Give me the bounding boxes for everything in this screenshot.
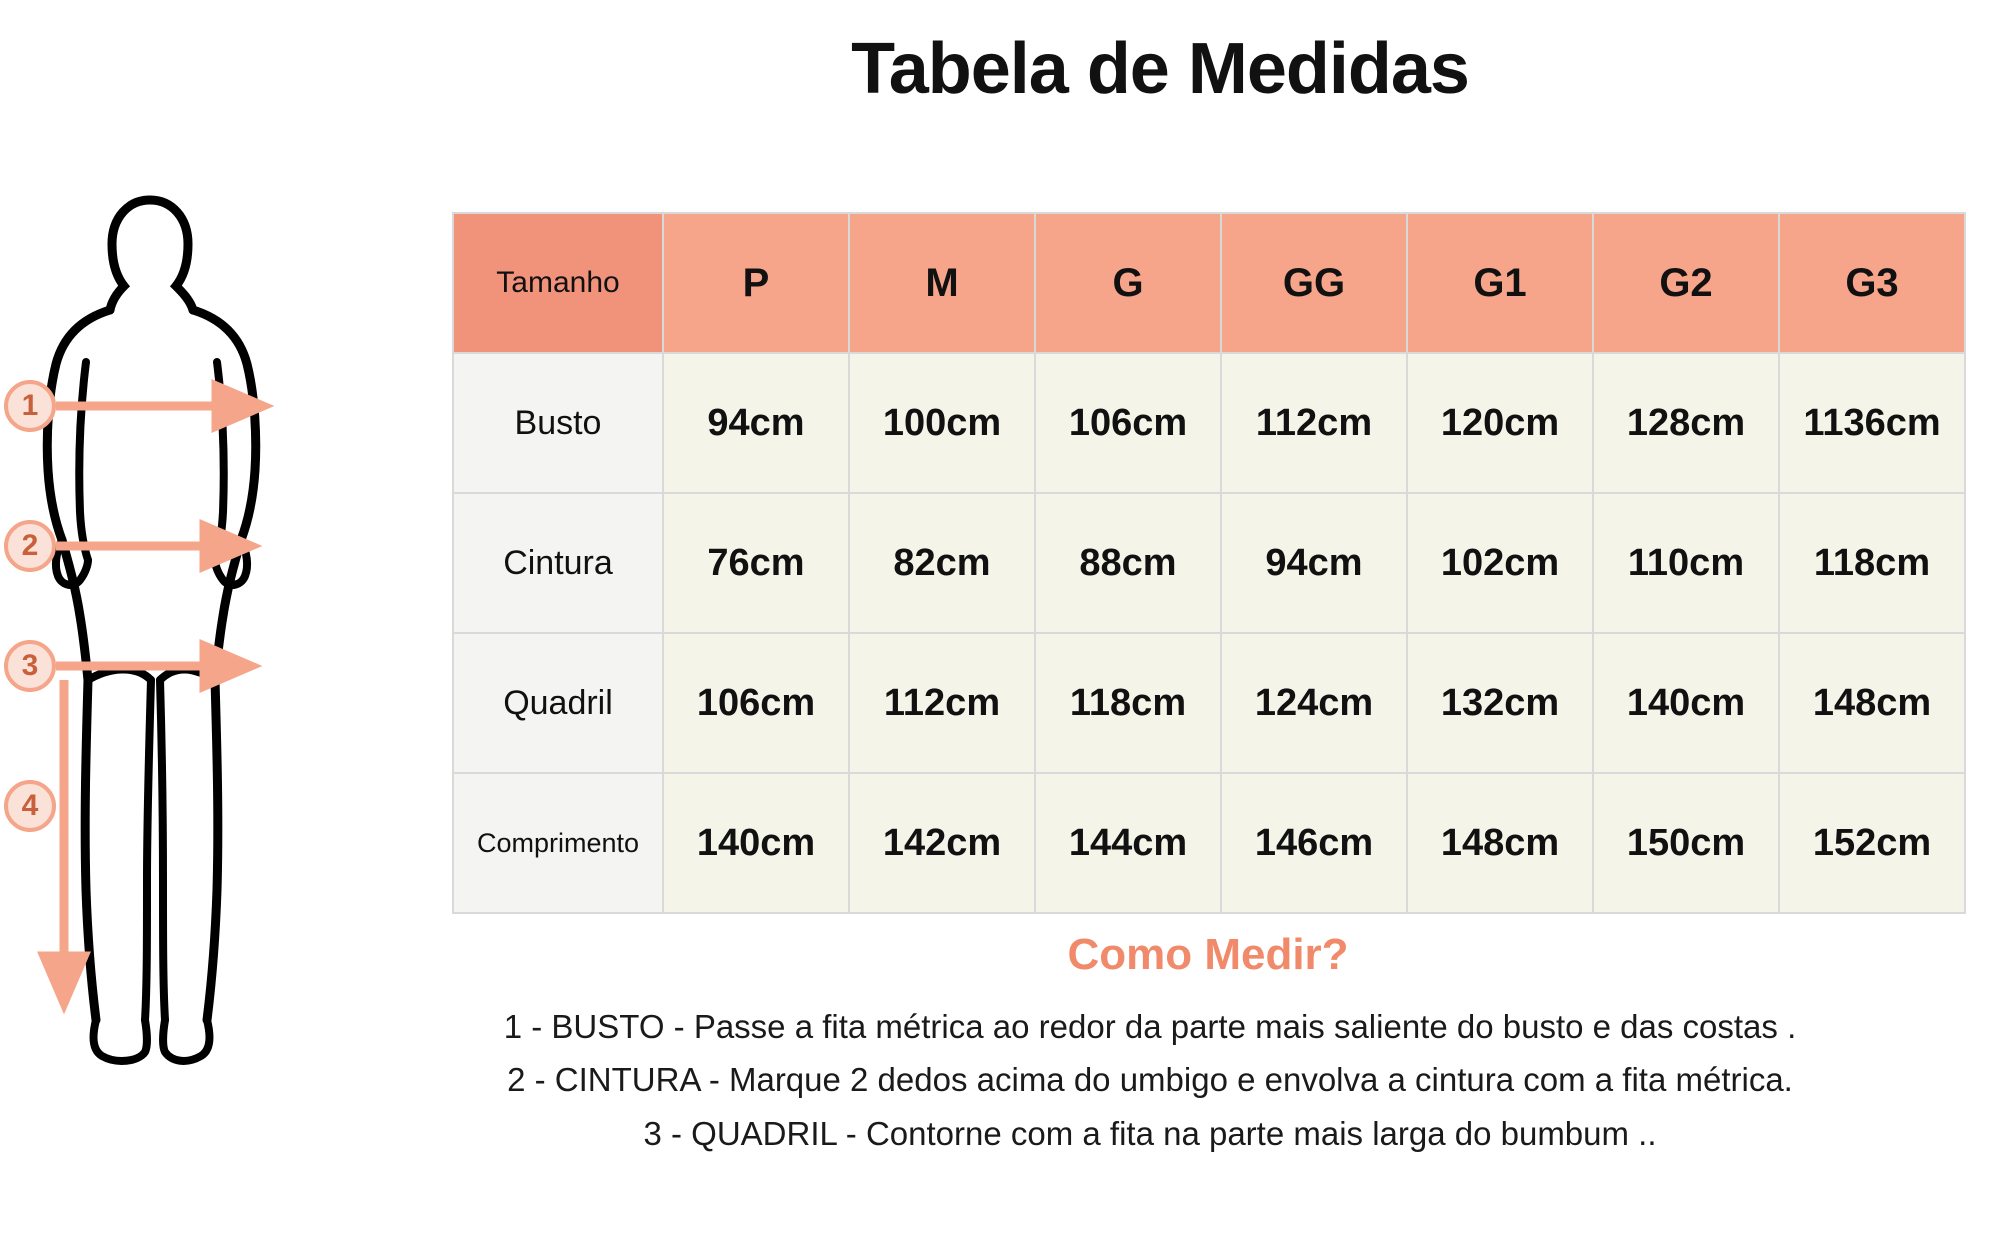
cell-busto-p: 94cm bbox=[663, 353, 849, 493]
cell-busto-g2: 128cm bbox=[1593, 353, 1779, 493]
header-size-g2: G2 bbox=[1593, 213, 1779, 353]
size-table-header bbox=[453, 213, 1965, 353]
cell-cintura-g3: 118cm bbox=[1779, 493, 1965, 633]
badge-bust: 1 bbox=[4, 380, 56, 432]
cell-comprimento-g3: 152cm bbox=[1779, 773, 1965, 913]
cell-comprimento-g: 144cm bbox=[1035, 773, 1221, 913]
cell-cintura-g: 88cm bbox=[1035, 493, 1221, 633]
badge-waist: 2 bbox=[4, 520, 56, 572]
table-row bbox=[453, 353, 1965, 493]
header-tamanho: Tamanho bbox=[453, 213, 663, 353]
table-row bbox=[453, 633, 1965, 773]
como-medir-heading: Como Medir? bbox=[1067, 930, 1349, 979]
table-row bbox=[453, 773, 1965, 913]
row-label-comprimento: Comprimento bbox=[453, 773, 663, 913]
header-size-m: M bbox=[849, 213, 1035, 353]
cell-comprimento-g2: 150cm bbox=[1593, 773, 1779, 913]
cell-quadril-g2: 140cm bbox=[1593, 633, 1779, 773]
cell-comprimento-p: 140cm bbox=[663, 773, 849, 913]
row-label-quadril: Quadril bbox=[453, 633, 663, 773]
badge-hip: 3 bbox=[4, 640, 56, 692]
cell-cintura-g1: 102cm bbox=[1407, 493, 1593, 633]
cell-quadril-g3: 148cm bbox=[1779, 633, 1965, 773]
header-size-g1: G1 bbox=[1407, 213, 1593, 353]
instruction-busto: 1 - BUSTO - Passe a fita métrica ao redor da parte mais saliente do busto e das costas . bbox=[503, 1008, 1797, 1045]
header-size-p: P bbox=[663, 213, 849, 353]
cell-quadril-m: 112cm bbox=[849, 633, 1035, 773]
cell-busto-g: 106cm bbox=[1035, 353, 1221, 493]
cell-quadril-p: 106cm bbox=[663, 633, 849, 773]
table-row bbox=[453, 493, 1965, 633]
cell-busto-gg: 112cm bbox=[1221, 353, 1407, 493]
table-header-row bbox=[453, 213, 1965, 353]
cell-cintura-gg: 94cm bbox=[1221, 493, 1407, 633]
cell-cintura-g2: 110cm bbox=[1593, 493, 1779, 633]
page-title: Tabela de Medidas bbox=[851, 29, 1469, 109]
cell-quadril-g: 118cm bbox=[1035, 633, 1221, 773]
size-table-body bbox=[453, 353, 1965, 913]
header-size-g3: G3 bbox=[1779, 213, 1965, 353]
badge-length: 4 bbox=[4, 780, 56, 832]
header-size-g: G bbox=[1035, 213, 1221, 353]
cell-busto-m: 100cm bbox=[849, 353, 1035, 493]
cell-quadril-gg: 124cm bbox=[1221, 633, 1407, 773]
row-label-busto: Busto bbox=[453, 353, 663, 493]
instruction-quadril: 3 - QUADRIL - Contorne com a fita na parte mais larga do bumbum .. bbox=[643, 1114, 1657, 1152]
cell-quadril-g1: 132cm bbox=[1407, 633, 1593, 773]
cell-cintura-m: 82cm bbox=[849, 493, 1035, 633]
size-table-container bbox=[452, 212, 1964, 914]
cell-comprimento-m: 142cm bbox=[849, 773, 1035, 913]
row-label-cintura: Cintura bbox=[453, 493, 663, 633]
header-size-gg: GG bbox=[1221, 213, 1407, 353]
cell-comprimento-g1: 148cm bbox=[1407, 773, 1593, 913]
instructions-list bbox=[330, 1000, 1970, 1160]
size-table bbox=[452, 212, 1966, 914]
cell-comprimento-gg: 146cm bbox=[1221, 773, 1407, 913]
cell-busto-g1: 120cm bbox=[1407, 353, 1593, 493]
instruction-cintura: 2 - CINTURA - Marque 2 dedos acima do umbigo e envolva a cintura com a fita métrica. bbox=[507, 1061, 1793, 1099]
cell-busto-g3: 1136cm bbox=[1779, 353, 1965, 493]
cell-cintura-p: 76cm bbox=[663, 493, 849, 633]
